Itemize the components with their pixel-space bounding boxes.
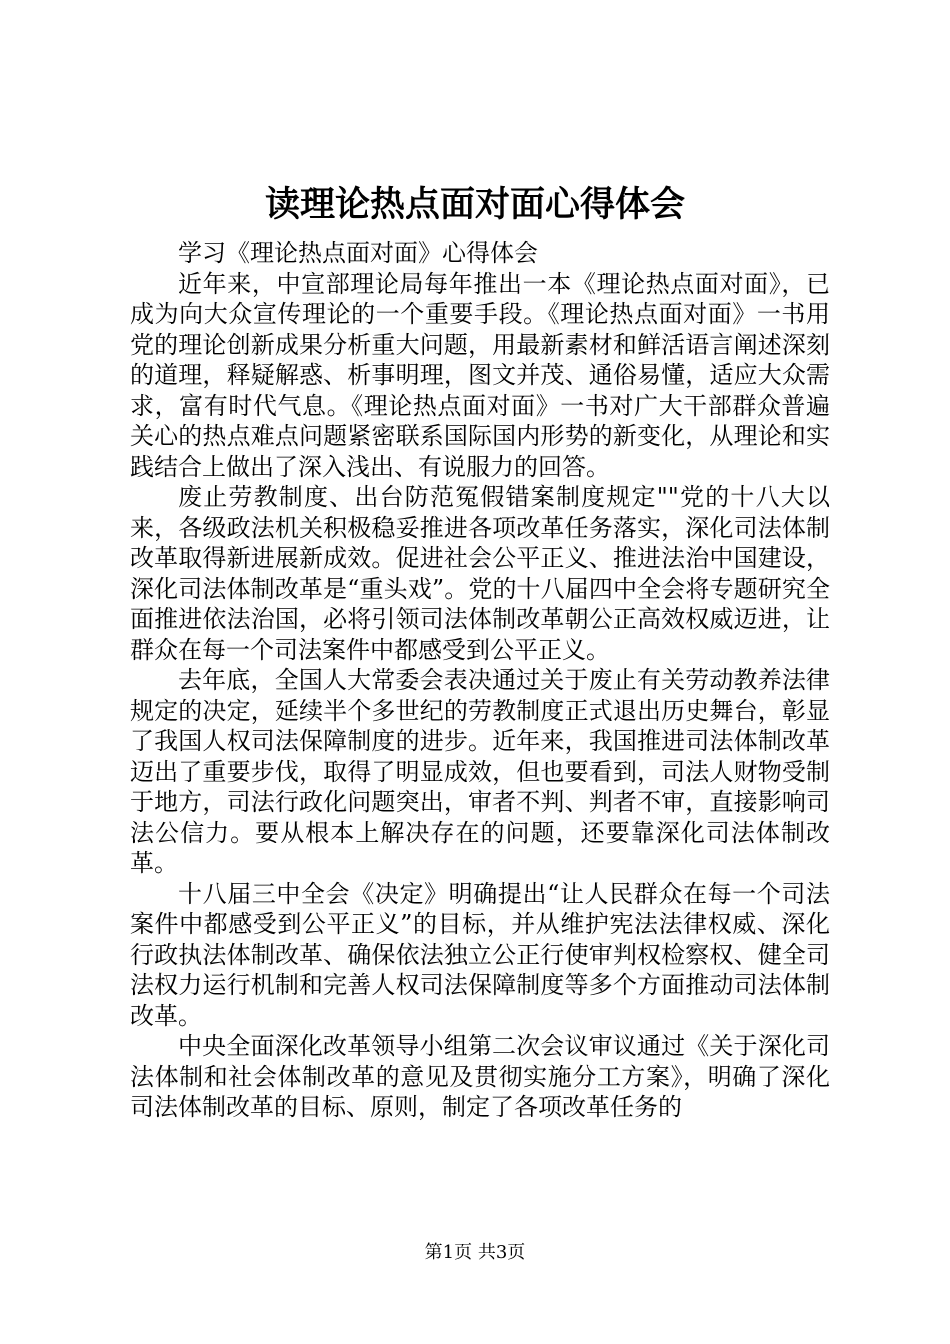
paragraph: 近年来，中宣部理论局每年推出一本《理论热点面对面》，已成为向大众宣传理论的一个重要手段。《理论热点面对面》一书用党的理论创新成果分析重大问题，用最新素材和鲜活语言阐述深刻的道理，释疑解惑、析事明理，图文并茂、通俗易懂，适应大众需求，富有时代气息。《理论热点面对面》一书对广大干部群众普遍关心的热点难点问题紧密联系国际国内形势的新变化，从理论和实践结合上做出了深入浅出、有说服力的回答。 xyxy=(130,269,830,481)
document-body xyxy=(130,238,830,1123)
page-number-footer: 第1页 共3页 xyxy=(424,1242,526,1263)
paragraph: 十八届三中全会《决定》明确提出“让人民群众在每一个司法案件中都感受到公平正义”的目标，并从维护宪法法律权威、深化行政执法体制改革、确保依法独立公正行使审判权检察权、健全司法权力运行机制和完善人权司法保障制度等多个方面推动司法体制改革。 xyxy=(130,879,830,1030)
paragraph: 废止劳教制度、出台防范冤假错案制度规定""党的十八大以来，各级政法机关积极稳妥推进各项改革任务落实，深化司法体制改革取得新进展新成效。促进社会公平正义、推进法治中国建设，深化司法体制改革是“重头戏”。党的十八届四中全会将专题研究全面推进依法治国，必将引领司法体制改革朝公正高效权威迈进，让群众在每一个司法案件中都感受到公平正义。 xyxy=(130,483,830,664)
paragraph: 去年底，全国人大常委会表决通过关于废止有关劳动教养法律规定的决定，延续半个多世纪的劳教制度正式退出历史舞台，彰显了我国人权司法保障制度的进步。近年来，我国推进司法体制改革迈出了重要步伐，取得了明显成效，但也要看到，司法人财物受制于地方，司法行政化问题突出，审者不判、判者不审，直接影响司法公信力。要从根本上解决存在的问题，还要靠深化司法体制改革。 xyxy=(130,666,830,877)
document-title: 读理论热点面对面心得体会 xyxy=(264,185,685,225)
document-subtitle: 学习《理论热点面对面》心得体会 xyxy=(178,239,538,267)
paragraph: 中央全面深化改革领导小组第二次会议审议通过《关于深化司法体制和社会体制改革的意见及贯彻实施分工方案》，明确了深化司法体制改革的目标、原则，制定了各项改革任务的 xyxy=(130,1032,830,1121)
